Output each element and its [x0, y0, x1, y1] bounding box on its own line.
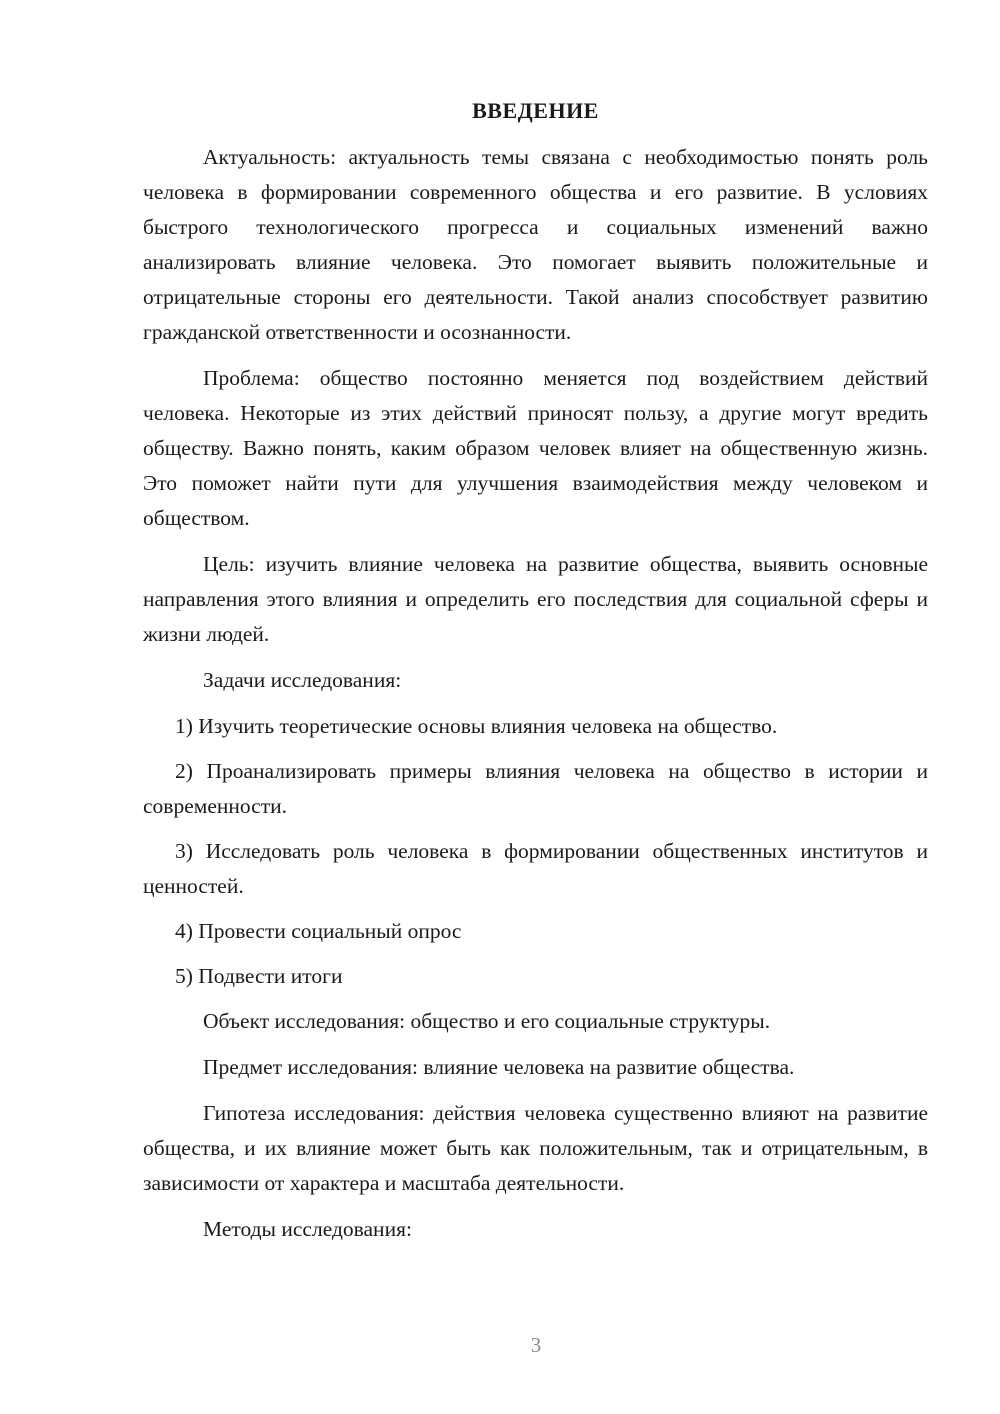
- goal-paragraph: Цель: изучить влияние человека на развитие общества, выявить основные направления этого влияния и определить его последствия для социальной сферы и жизни людей.: [143, 552, 928, 646]
- task-item-2: 2) Проанализировать примеры влияния человека на общество в истории и современности.: [143, 759, 928, 818]
- page-number: 3: [530, 1333, 542, 1357]
- problem-paragraph: Проблема: общество постоянно меняется под воздействием действий человека. Некоторые из этих действий приносят пользу, а другие могут вредить обществу. Важно понять, каким образом человек влияет на общественную жизнь. Это поможет найти пути для улучшения взаимодействия между человеком и обществом.: [143, 366, 928, 530]
- methods-heading: Методы исследования:: [203, 1217, 412, 1241]
- relevance-paragraph: Актуальность: актуальность темы связана с необходимостью понять роль человека в формировании современного общества и его развитие. В условиях быстрого технологического прогресса и социальных изменений важно анализировать влияние человека. Это помогает выявить положительные и отрицательные стороны его деятельности. Такой анализ способствует развитию гражданской ответственности и осознанности.: [143, 145, 928, 344]
- subject-paragraph: Предмет исследования: влияние человека на развитие общества.: [203, 1055, 795, 1079]
- task-item-5: 5) Подвести итоги: [175, 964, 343, 988]
- tasks-heading: Задачи исследования:: [203, 668, 402, 692]
- hypothesis-paragraph: Гипотеза исследования: действия человека существенно влияют на развитие общества, и их влияние может быть как положительным, так и отрицательным, в зависимости от характера и масштаба деятельности.: [143, 1101, 928, 1195]
- task-item-4: 4) Провести социальный опрос: [175, 919, 462, 943]
- task-item-1: 1) Изучить теоретические основы влияния человека на общество.: [175, 714, 778, 738]
- page-content: [143, 96, 928, 1258]
- object-paragraph: Объект исследования: общество и его социальные структуры.: [203, 1009, 771, 1033]
- section-heading: ВВЕДЕНИЕ: [472, 98, 599, 123]
- task-item-3: 3) Исследовать роль человека в формировании общественных институтов и ценностей.: [143, 839, 928, 898]
